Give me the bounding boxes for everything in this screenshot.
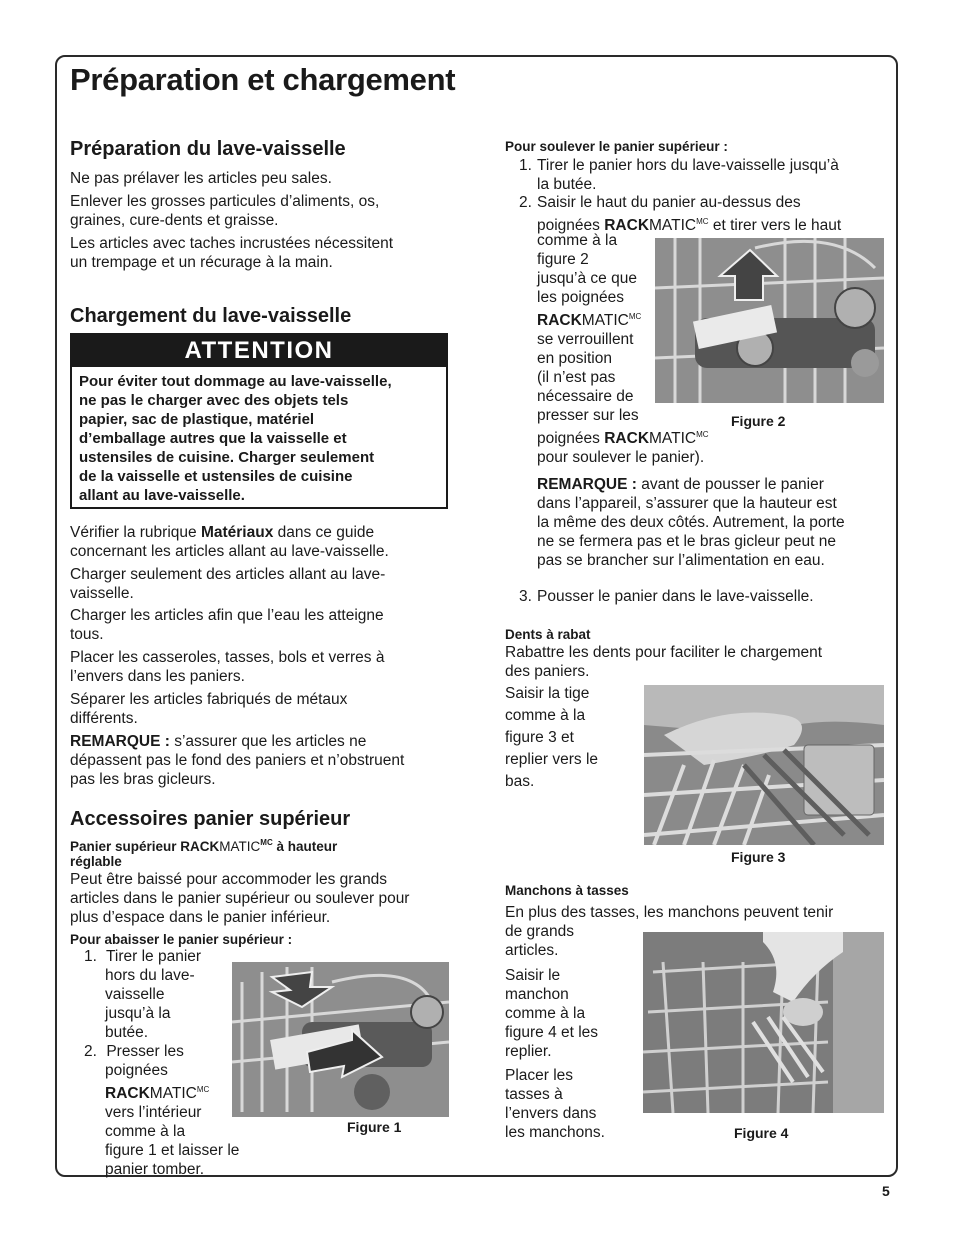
mc-sup: MC — [628, 312, 642, 321]
raise-note-rest — [537, 494, 845, 570]
note-line: pas se brancher sur l’alimentation en eau. — [537, 552, 825, 569]
acc-sub-matic: MATIC — [219, 839, 261, 854]
step-num: 3. — [519, 588, 532, 605]
tines-line: Saisir la tige — [505, 685, 590, 702]
mc-sup: MC — [696, 217, 709, 226]
attention-title: ATTENTION — [72, 335, 446, 367]
tines-heading: Dents à rabat — [505, 627, 591, 642]
cups-block-1 — [505, 922, 574, 960]
raise-step-3 — [519, 587, 814, 606]
tines-l2: des paniers. — [505, 663, 590, 680]
accessories-heading: Accessoires panier supérieur — [70, 808, 351, 830]
tines-line: bas. — [505, 773, 535, 790]
tines-line: comme à la — [505, 707, 586, 724]
step-line: butée. — [105, 1024, 149, 1041]
prep-heading: Préparation du lave-vaisselle — [70, 138, 346, 160]
figure-3-image — [644, 685, 884, 845]
note-label: REMARQUE : — [70, 733, 170, 750]
cups-line: manchon — [505, 986, 569, 1003]
acc-desc-l2: articles dans le panier supérieur ou soulever pour — [70, 890, 410, 907]
load-a1: Charger seulement des articles allant au lave- — [70, 566, 386, 583]
check-post: dans ce guide — [273, 524, 375, 541]
attention-line: Pour éviter tout dommage au lave-vaisselle, — [79, 373, 392, 390]
step-line: les poignées — [537, 289, 625, 306]
note-line: dans l’appareil, s’assurer que la hauteur est — [537, 495, 837, 512]
step-line: pour soulever le panier). — [537, 449, 705, 466]
attention-line: papier, sac de plastique, matériel — [79, 411, 315, 428]
rack-text: RACK — [604, 430, 650, 447]
cups-block-2 — [505, 966, 598, 1061]
figure-1-caption: Figure 1 — [347, 1119, 402, 1135]
tines-line: figure 3 et — [505, 729, 574, 746]
rackmatic-line — [84, 1080, 239, 1103]
check-pre: Vérifier la rubrique — [70, 524, 201, 541]
page-title: Préparation et chargement — [70, 62, 456, 97]
cups-block-3 — [505, 1066, 605, 1142]
cups-line: l’envers dans — [505, 1105, 597, 1122]
raise-step-2 — [519, 193, 801, 212]
load-d2: différents. — [70, 710, 138, 727]
step-line: comme à la — [537, 232, 618, 249]
step-line: hors du lave- — [105, 967, 195, 984]
cups-line: Placer les — [505, 1067, 574, 1084]
mc-sup: MC — [696, 430, 709, 439]
note-line: ne se fermera pas et le bras gicleur peut ne — [537, 533, 836, 550]
attention-line: allant au lave-vaisselle. — [79, 487, 245, 504]
step-line: jusqu’à la — [105, 1005, 171, 1022]
figure-2-image — [655, 238, 884, 403]
step-num: 2. — [519, 194, 532, 211]
step-line: figure 1 et laisser le — [105, 1142, 240, 1159]
tines-l1: Rabattre les dents pour faciliter le chargement — [505, 644, 823, 661]
tines-photo — [644, 685, 884, 845]
acc-subheading-l2: réglable — [70, 854, 122, 869]
step-line: Tirer le panier hors du lave-vaisselle jusqu’à — [537, 157, 839, 174]
step-line: jusqu’à ce que — [537, 270, 637, 287]
step-line: poignées — [105, 1062, 168, 1079]
matic-text: MATIC — [649, 217, 697, 234]
step-line: poignées — [537, 430, 605, 447]
step-line: figure 2 — [537, 251, 589, 268]
prep-p2-l2: graines, cure-dents et graisse. — [70, 212, 279, 229]
step-line: vaisselle — [105, 986, 165, 1003]
raise-step-1 — [519, 156, 839, 175]
step-line: panier tomber. — [105, 1161, 205, 1178]
note-line: la même des deux côtés. Autrement, la porte — [537, 514, 845, 531]
attention-box — [70, 333, 448, 509]
step-num: 1. — [84, 948, 97, 965]
load-b2: tous. — [70, 626, 104, 643]
load-note-l1 — [70, 732, 366, 751]
attention-text — [79, 372, 445, 505]
cups-line: les manchons. — [505, 1124, 605, 1141]
rack-text: RACK — [105, 1085, 150, 1102]
cups-line: replier. — [505, 1043, 552, 1060]
attention-line: ne pas le charger avec des objets tels — [79, 392, 349, 409]
load-c2: l’envers dans les paniers. — [70, 668, 245, 685]
check-bold: Matériaux — [200, 524, 274, 541]
loading-heading: Chargement du lave-vaisselle — [70, 305, 352, 327]
acc-sub-pre: Panier supérieur RACK — [70, 839, 220, 854]
step-line: Pousser le panier dans le lave-vaisselle. — [537, 588, 814, 605]
rack-text: RACK — [537, 312, 582, 329]
step-line: en position — [537, 350, 612, 367]
check-line2: concernant les articles allant au lave-vaisselle. — [70, 543, 389, 560]
acc-sub-sup: MC — [260, 838, 273, 847]
raise-heading: Pour soulever le panier supérieur : — [505, 139, 728, 154]
step-line: comme à la — [105, 1123, 186, 1140]
step-line: (il n’est pas — [537, 369, 616, 386]
step-line: Tirer le panier — [106, 948, 202, 965]
matic-text: MATIC — [149, 1085, 197, 1102]
load-b1: Charger les articles afin que l’eau les atteigne — [70, 607, 384, 624]
cups-line: Saisir le — [505, 967, 561, 984]
figure-4-caption: Figure 4 — [734, 1125, 789, 1141]
note-label: REMARQUE : — [537, 476, 637, 493]
figure-3-caption: Figure 3 — [731, 849, 786, 865]
step-line: poignées — [537, 217, 605, 234]
tines-block — [505, 683, 598, 793]
cups-line: articles. — [505, 942, 559, 959]
mc-sup: MC — [196, 1085, 210, 1094]
matic-text: MATIC — [581, 312, 629, 329]
cups-line: de grands — [505, 923, 574, 940]
cup-shelf-photo — [643, 932, 884, 1113]
cups-line: tasses à — [505, 1086, 563, 1103]
rack-illustration — [232, 962, 449, 1117]
step-num: 1. — [519, 157, 532, 174]
cups-heading: Manchons à tasses — [505, 883, 629, 898]
step-line: nécessaire de — [537, 388, 634, 405]
step-line: Presser les — [106, 1043, 184, 1060]
page-number: 5 — [882, 1183, 890, 1199]
note-text: s’assurer que les articles ne — [169, 733, 367, 750]
prep-p3-l1: Les articles avec taches incrustées nécessitent — [70, 235, 394, 252]
step-num: 2. — [84, 1043, 97, 1060]
raise-note-l1 — [537, 475, 824, 494]
load-d1: Séparer les articles fabriqués de métaux — [70, 691, 348, 708]
prep-p3-l2: un trempage et un récurage à la main. — [70, 254, 333, 271]
step-line: vers l’intérieur — [105, 1104, 202, 1121]
step-line: la butée. — [537, 176, 597, 193]
tines-line: replier vers le — [505, 751, 599, 768]
step-line: et tirer vers le haut — [708, 217, 842, 234]
lower-heading: Pour abaisser le panier supérieur : — [70, 932, 293, 947]
step-line: presser sur les — [537, 407, 639, 424]
figure-4-image — [643, 932, 884, 1113]
check-line — [70, 523, 374, 542]
figure-2-caption: Figure 2 — [731, 413, 786, 429]
step-line: se verrouillent — [537, 331, 634, 348]
note-text: avant de pousser le panier — [636, 476, 824, 493]
attention-line: ustensiles de cuisine. Charger seulement — [79, 449, 375, 466]
load-note-l3: pas les bras gicleurs. — [70, 771, 216, 788]
rack-illustration — [655, 238, 884, 403]
rackmatic-line — [537, 425, 709, 448]
load-c1: Placer les casseroles, tasses, bols et verres à — [70, 649, 385, 666]
acc-desc-l1: Peut être baissé pour accommoder les grands — [70, 871, 388, 888]
lower-step-1 — [84, 947, 239, 1179]
figure-1-image — [232, 962, 449, 1117]
rack-text: RACK — [604, 217, 650, 234]
load-a2: vaisselle. — [70, 585, 134, 602]
acc-sub-post: à hauteur — [272, 839, 338, 854]
prep-p1: Ne pas prélaver les articles peu sales. — [70, 170, 332, 187]
cups-l1: En plus des tasses, les manchons peuvent tenir — [505, 904, 834, 921]
cups-line: figure 4 et les — [505, 1024, 599, 1041]
step-line: Saisir le haut du panier au-dessus des — [537, 194, 801, 211]
cups-line: comme à la — [505, 1005, 586, 1022]
acc-desc-l3: plus d’espace dans le panier inférieur. — [70, 909, 331, 926]
attention-line: de la vaisselle et ustensiles de cuisine — [79, 468, 353, 485]
matic-text: MATIC — [649, 430, 697, 447]
attention-line: d’emballage autres que la vaisselle et — [79, 430, 347, 447]
load-note-l2: dépassent pas le fond des paniers et n’obstruent — [70, 752, 405, 769]
prep-p2-l1: Enlever les grosses particules d’aliments, os, — [70, 193, 380, 210]
